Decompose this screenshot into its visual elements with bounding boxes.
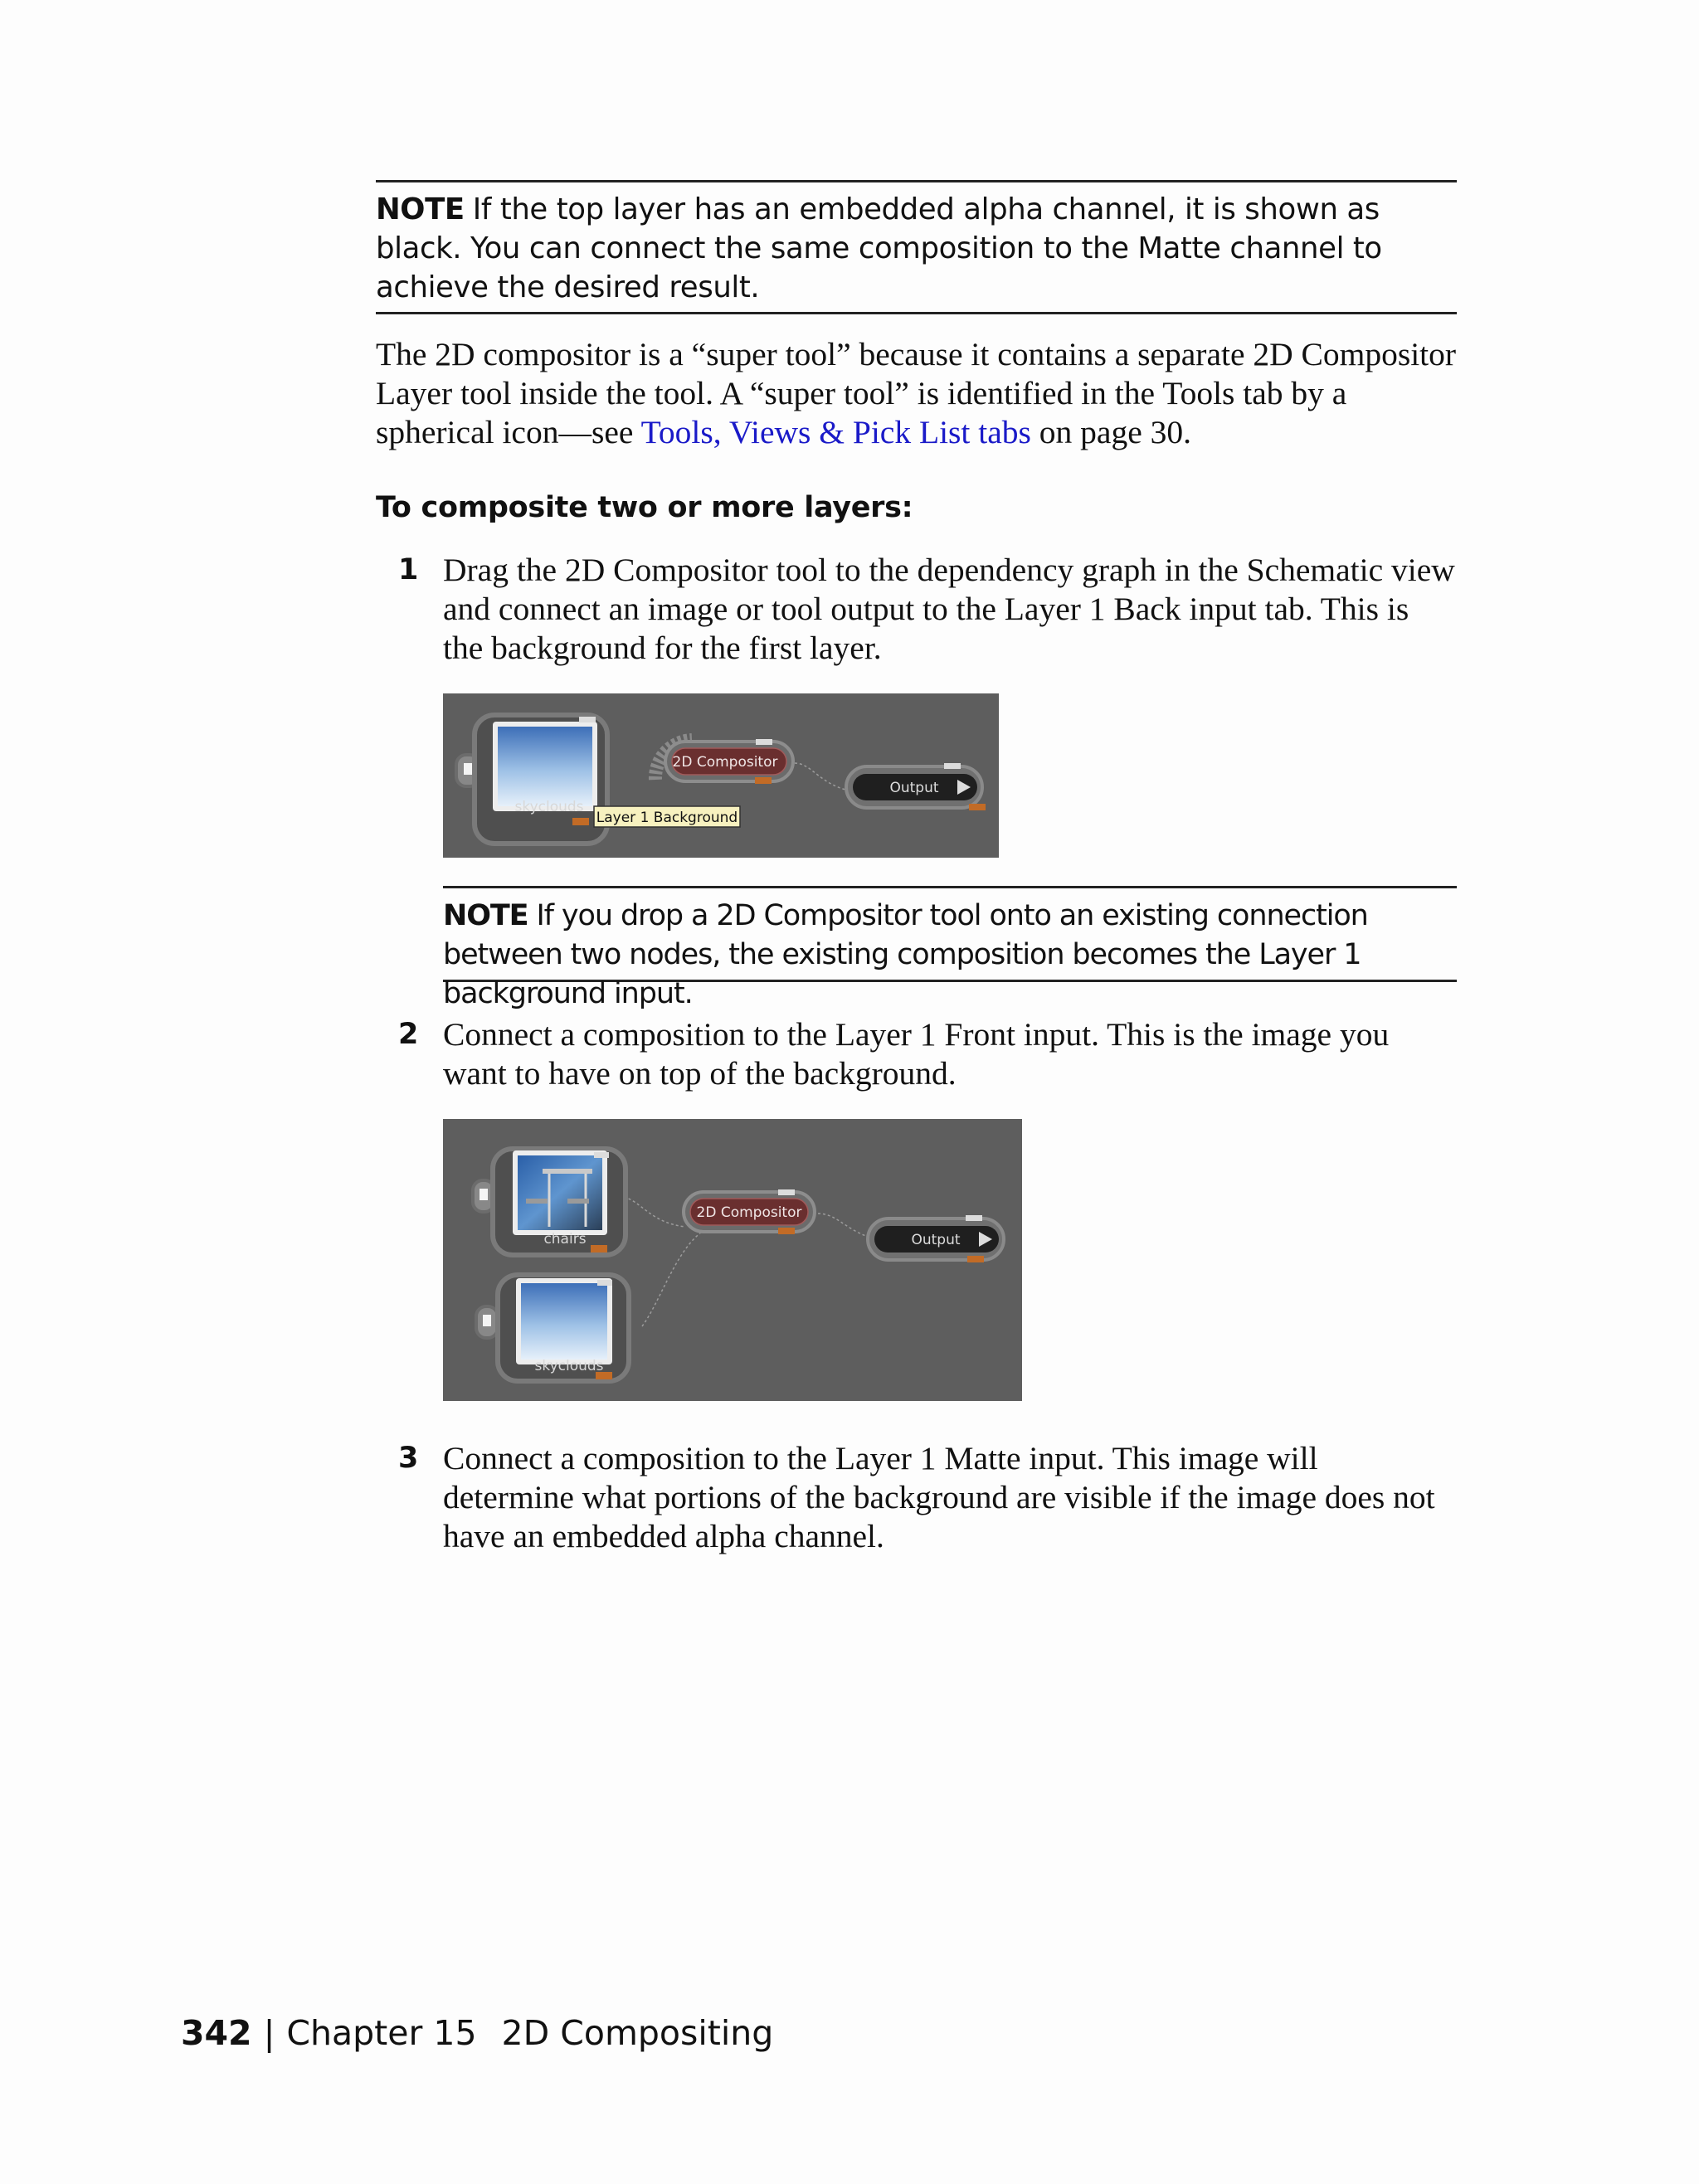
cross-reference-link[interactable]: Tools, Views & Pick List tabs [640, 414, 1031, 450]
note-paragraph [443, 897, 1457, 1014]
file-icon [483, 1315, 491, 1326]
file-icon [464, 763, 472, 775]
tooltip [594, 806, 740, 827]
procedure-title: To composite two or more layers: [376, 491, 913, 524]
node-label: skyclouds [534, 1358, 604, 1374]
note-paragraph [376, 190, 1457, 307]
chapter-title: 2D Compositing [501, 2013, 774, 2053]
output-node[interactable] [846, 763, 986, 810]
page-footer [181, 2013, 773, 2053]
node-label: 2D Compositor [696, 1204, 802, 1221]
image-node-chairs[interactable] [473, 1149, 626, 1255]
note-box [376, 180, 1457, 314]
tooltip-text: Layer 1 Background [596, 810, 738, 826]
note-keyword: NOTE [376, 192, 465, 226]
step-text: Connect a composition to the Layer 1 Matte input. This image will determine what portions of the background are visible if the image does not have an embedded alpha channel. [443, 1440, 1435, 1554]
step-text: Drag the 2D Compositor tool to the dependency graph in the Schematic view and connect an image or tool output to the Layer 1 Back input tab. This is the background for the first layer. [443, 552, 1455, 666]
node-label: 2D Compositor [672, 754, 778, 771]
thumbnail [498, 727, 592, 806]
image-node-skyclouds[interactable] [456, 715, 607, 844]
thumbnail [521, 1283, 607, 1360]
step-number: 1 [398, 553, 419, 586]
output-node[interactable] [868, 1215, 1004, 1262]
intro-text: The 2D compositor is a “super tool” because it contains a separate 2D Compositor Layer tool inside the tool. A “super tool” is identified in the Tools tab by a spherical icon—see [376, 336, 1457, 450]
step-number: 3 [398, 1442, 419, 1475]
footer-separator: | [263, 2013, 275, 2053]
intro-paragraph [376, 335, 1457, 452]
node-label: chairs [543, 1231, 587, 1248]
step-text: Connect a composition to the Layer 1 Front input. This is the image you want to have on top of the background. [443, 1016, 1390, 1092]
node-label: skyclouds [514, 799, 584, 815]
schematic-screenshot-1 [443, 693, 999, 858]
file-icon [480, 1189, 488, 1200]
image-node-skyclouds[interactable] [476, 1275, 629, 1381]
chapter-label: Chapter 15 [286, 2013, 477, 2053]
node-label: Output [911, 1232, 961, 1248]
compositor-node[interactable] [684, 1189, 815, 1234]
note-text: If the top layer has an embedded alpha channel, it is shown as black. You can connect the same composition to the Matte channel to achieve the desired result. [376, 192, 1382, 304]
page-number: 342 [181, 2013, 252, 2053]
note-text: If you drop a 2D Compositor tool onto an existing connection between two nodes, the existing composition becomes the Layer 1 background input. [443, 899, 1368, 1010]
thumbnail [518, 1155, 602, 1230]
compositor-node[interactable] [655, 739, 793, 784]
intro-text-after: on page 30. [1030, 414, 1191, 450]
note-box [443, 886, 1457, 1010]
schematic-screenshot-2 [443, 1119, 1022, 1401]
node-label: Output [889, 780, 939, 796]
step-number: 2 [398, 1018, 419, 1051]
note-keyword: NOTE [443, 899, 528, 932]
